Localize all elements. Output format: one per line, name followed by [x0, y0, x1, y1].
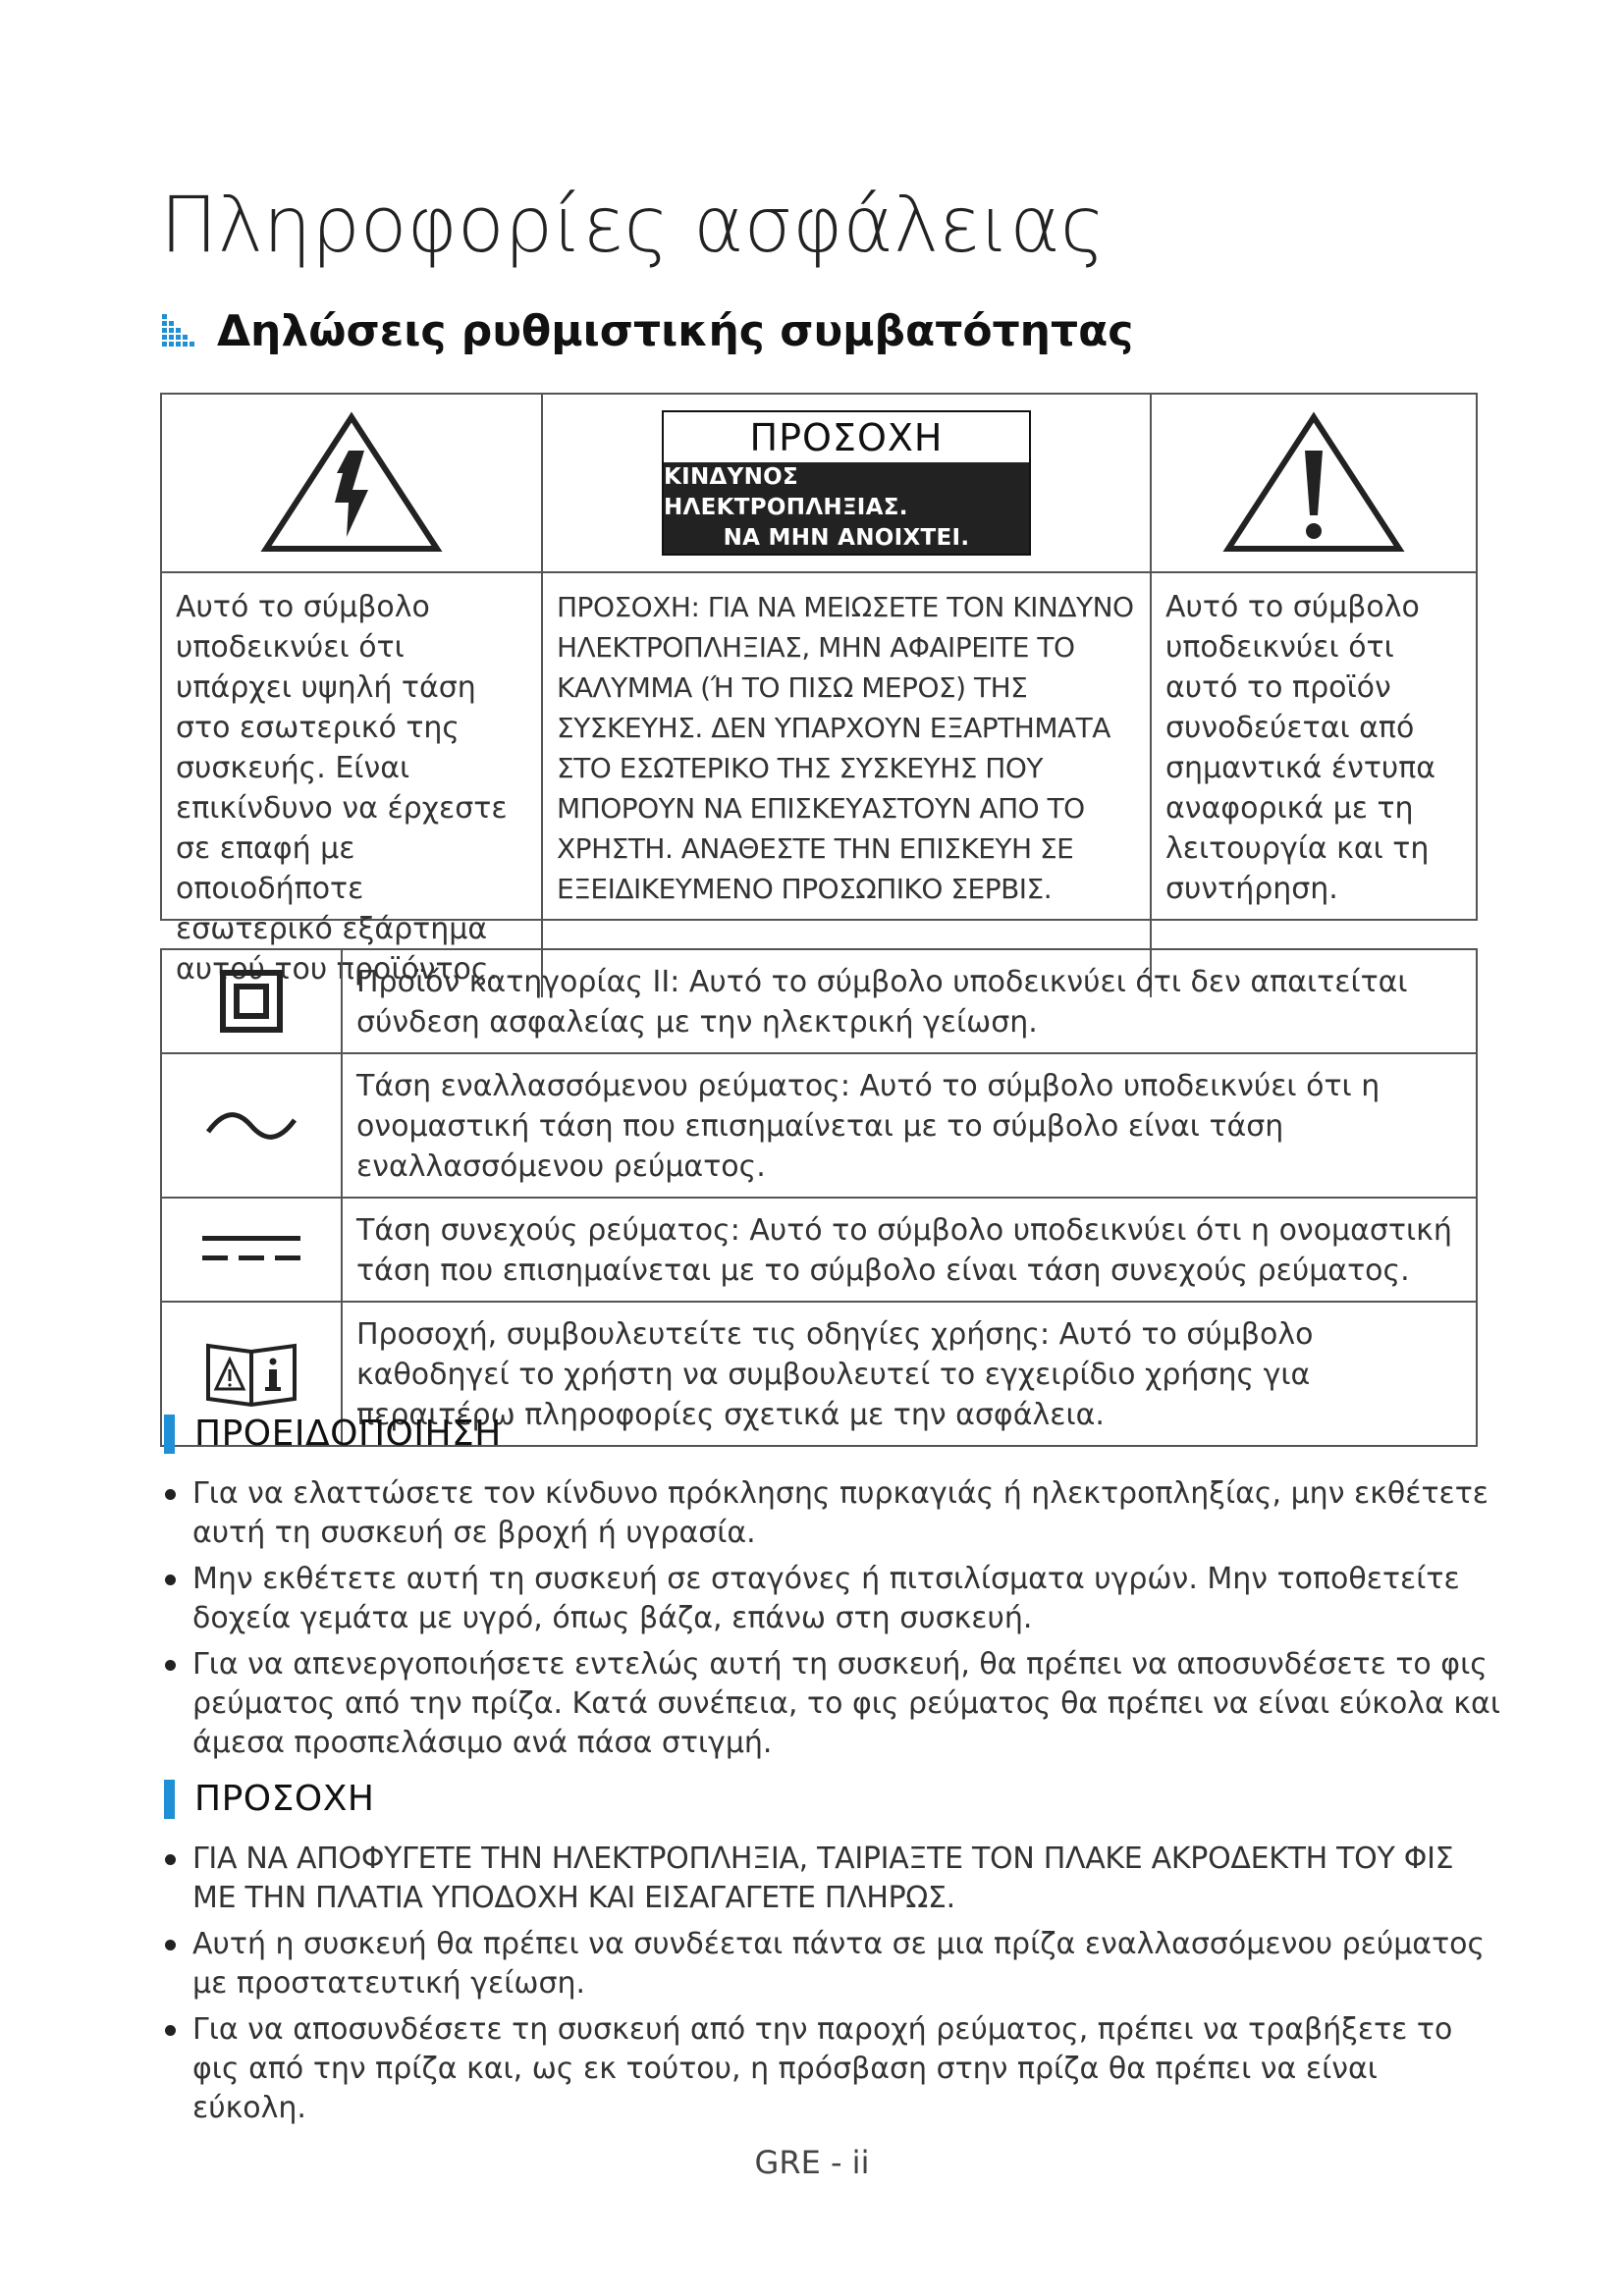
symbol-description: Προϊόν κατηγορίας II: Αυτό το σύμβολο υποδεικνύει ότι δεν απαιτείται σύνδεση ασφαλείας με την ηλεκτρική γείωση. [356, 965, 1408, 1040]
lightning-symbol-cell [162, 395, 543, 573]
list-item: ΓΙΑ ΝΑ ΑΠΟΦΥΓΕΤΕ ΤΗΝ ΗΛΕΚΤΡΟΠΛΗΞΙΑ, ΤΑΙΡΙΑΞΤΕ ΤΟΝ ΠΛΑΚΕ ΑΚΡΟΔΕΚΤΗ ΤΟΥ ΦΙΣ ΜΕ ΤΗΝ ΠΛΑΤΙΑ ΥΠΟΔΟΧΗ ΚΑΙ ΕΙΣΑΓΑΓΕΤΕ ΠΛΗΡΩΣ. [165, 1840, 1500, 1918]
symbol-row [162, 1054, 1476, 1199]
symbol-description: Τάση συνεχούς ρεύματος: Αυτό το σύμβολο υποδεικνύει ότι η ονομαστική τάση που επισημαίνεται με το σύμβολο είναι τάση συνεχούς ρεύματος. [356, 1213, 1452, 1288]
lightning-description: Αυτό το σύμβολο υποδεικνύει ότι υπάρχει υψηλή τάση στο εσωτερικό της συσκευής. Είναι επικίνδυνο να έρχεστε σε επαφή με οποιοδήποτε εσωτερικό εξάρτημα αυτού του προϊόντος. [162, 573, 543, 997]
section-accent-bar [164, 1415, 175, 1454]
list-item: Για να αποσυνδέσετε τη συσκευή από την παροχή ρεύματος, πρέπει να τραβήξετε το φις από την πρίζα και, ως εκ τούτου, η πρόσβαση στην πρίζα θα πρέπει να είναι εύκολη. [165, 2010, 1500, 2128]
caution-heading-text: ΠΡΟΣΟΧΗ [194, 1779, 375, 1819]
caution-list [165, 1840, 1500, 2135]
symbol-description: Προσοχή, συμβουλευτείτε τις οδηγίες χρήσης: Αυτό το σύμβολο καθοδηγεί το χρήστη να συμβουλευτεί το εγχειρίδιο χρήσης για περαιτέρω πληροφορίες σχετικά με την ασφάλεια. [356, 1317, 1314, 1432]
caution-box-line1: ΚΙΝΔΥΝΟΣ ΗΛΕΚΤΡΟΠΛΗΞΙΑΣ. [664, 464, 908, 520]
exclamation-warning-icon [1220, 409, 1407, 557]
page-title: Πληροφορίες ασφάλειας [160, 182, 1106, 270]
caution-box-body [664, 462, 1029, 554]
exclamation-symbol-cell [1152, 395, 1476, 573]
list-item: Αυτή η συσκευή θα πρέπει να συνδέεται πάντα σε μια πρίζα εναλλασσόμενου ρεύματος με προστατευτική γείωση. [165, 1925, 1500, 2003]
ac-voltage-icon [162, 1054, 343, 1197]
warning-heading-text: ΠΡΟΕΙΔΟΠΟΙΗΣΗ [194, 1414, 502, 1454]
dc-voltage-icon [162, 1199, 343, 1301]
warning-section-heading [164, 1414, 502, 1454]
warning-list [165, 1474, 1500, 1770]
list-item: Για να απενεργοποιήσετε εντελώς αυτή τη συσκευή, θα πρέπει να αποσυνδέσετε το φις ρεύματος από την πρίζα. Κατά συνέπεια, το φις ρεύματος θα πρέπει να είναι εύκολα και άμεσα προσπελάσιμο ανά πάσα στιγμή. [165, 1645, 1500, 1763]
caution-box-line2: ΝΑ ΜΗΝ ΑΝΟΙΧΤΕΙ. [723, 525, 970, 551]
caution-box-heading: ΠΡΟΣΟΧΗ [749, 415, 944, 459]
electrical-symbols-table [160, 948, 1478, 1447]
caution-box-cell [543, 395, 1152, 573]
exclamation-description: Αυτό το σύμβολο υποδεικνύει ότι αυτό το προϊόν συνοδεύεται από σημαντικά έντυπα αναφορικά με τη λειτουργία και τη συντήρηση. [1165, 590, 1436, 906]
section-dots-icon [160, 312, 199, 351]
section-accent-bar [164, 1780, 175, 1819]
caution-section-heading [164, 1779, 374, 1819]
subtitle-text: Δηλώσεις ρυθμιστικής συμβατότητας [217, 306, 1134, 356]
caution-label-box [662, 410, 1031, 556]
lightning-warning-icon [258, 409, 445, 557]
class-ii-double-square-icon [162, 950, 343, 1052]
section-subtitle [160, 306, 1133, 356]
caution-description: ΠΡΟΣΟΧΗ: ΓΙΑ ΝΑ ΜΕΙΩΣΕΤΕ ΤΟΝ ΚΙΝΔΥΝΟ ΗΛΕΚΤΡΟΠΛΗΞΙΑΣ, ΜΗΝ ΑΦΑΙΡΕΙΤΕ ΤΟ ΚΑΛΥΜΜΑ (Ή ΤΟ ΠΙΣΩ ΜΕΡΟΣ) ΤΗΣ ΣΥΣΚΕΥΗΣ. ΔΕΝ ΥΠΑΡΧΟΥΝ ΕΞΑΡΤΗΜΑΤΑ ΣΤΟ ΕΣΩΤΕΡΙΚΟ ΤΗΣ ΣΥΣΚΕΥΗΣ ΠΟΥ ΜΠΟΡΟΥΝ ΝΑ ΕΠΙΣΚΕΥΑΣΤΟΥΝ ΑΠΟ ΤΟ ΧΡΗΣΤΗ. ΑΝΑΘΕΣΤΕ ΤΗΝ ΕΠΙΣΚΕΥΗ ΣΕ ΕΞΕΙΔΙΚΕΥΜΕΝΟ ΠΡΟΣΩΠΙΚΟ ΣΕΡΒΙΣ. [543, 573, 1152, 997]
symbol-description: Τάση εναλλασσόμενου ρεύματος: Αυτό το σύμβολο υποδεικνύει ότι η ονομαστική τάση που επισημαίνεται με το σύμβολο είναι τάση εναλλασσόμενου ρεύματος. [356, 1069, 1380, 1184]
symbol-row [162, 950, 1476, 1054]
list-item: Μην εκθέτετε αυτή τη συσκευή σε σταγόνες ή πιτσιλίσματα υγρών. Μην τοποθετείτε δοχεία γεμάτα με υγρό, όπως βάζα, επάνω στη συσκευή. [165, 1560, 1500, 1638]
warning-symbols-table [160, 393, 1478, 987]
symbol-row [162, 1199, 1476, 1303]
list-item: Για να ελαττώσετε τον κίνδυνο πρόκλησης πυρκαγιάς ή ηλεκτροπληξίας, μην εκθέτετε αυτή τη συσκευή σε βροχή ή υγρασία. [165, 1474, 1500, 1553]
page-number: GRE - ii [754, 2144, 870, 2181]
